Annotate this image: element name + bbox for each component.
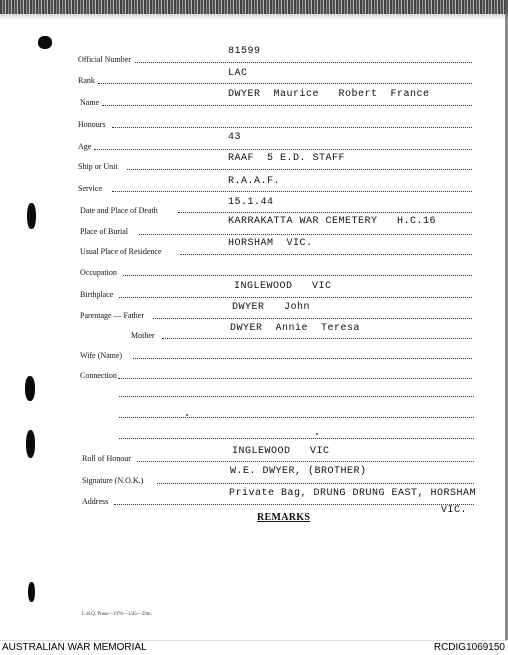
label-signature-nok: Signature (N.O.K.) [82, 476, 144, 485]
value-name: DWYER Maurice Robert France [228, 89, 430, 100]
archive-name: AUSTRALIAN WAR MEMORIAL [2, 642, 147, 653]
dotted-line [119, 438, 474, 439]
dotted-line [94, 149, 472, 150]
value-signature-nok: W.E. DWYER, (BROTHER) [230, 466, 367, 477]
value-age: 43 [228, 132, 242, 143]
value-date-place-of-death: 15.1.44 [228, 197, 274, 208]
dotted-line [98, 83, 472, 84]
scan-speck [186, 414, 188, 416]
punch-hole [27, 203, 36, 229]
punch-hole [38, 36, 52, 49]
value-address-line-2: VIC. [441, 505, 468, 516]
value-service: R.A.A.F. [228, 176, 281, 187]
label-occupation: Occupation [80, 268, 117, 277]
label-usual-residence: Usual Place of Residence [80, 247, 162, 256]
label-mother: Mother [131, 331, 155, 340]
record-id: RCDIG1069150 [433, 642, 505, 653]
value-address: Private Bag, DRUNG DRUNG EAST, HORSHAM [229, 488, 477, 499]
label-rank: Rank [78, 76, 95, 85]
dotted-line [180, 254, 472, 255]
dotted-line [178, 212, 472, 213]
dotted-line [133, 358, 472, 359]
dotted-line [119, 297, 472, 298]
scan-speck [316, 433, 318, 435]
dotted-line [112, 127, 472, 128]
label-roll-of-honour: Roll of Honour [82, 454, 131, 463]
dotted-line [153, 318, 472, 319]
dotted-line [119, 417, 474, 418]
dotted-line [123, 275, 472, 276]
dotted-line [112, 191, 472, 192]
label-official-number: Official Number [78, 55, 131, 64]
label-wife: Wife (Name) [80, 351, 123, 360]
label-honours: Honours [78, 120, 106, 129]
dotted-line [119, 396, 474, 397]
label-place-of-burial: Place of Burial [80, 227, 128, 236]
value-roll-of-honour: INGLEWOOD VIC [232, 446, 330, 457]
value-place-of-burial: KARRAKATTA WAR CEMETERY H.C.16 [228, 216, 437, 227]
scan-top-edge [0, 0, 508, 14]
form-code: L.H.Q. Prass—1976—1/45—20m. [82, 612, 152, 617]
value-mother: DWYER Annie Teresa [230, 323, 361, 334]
dotted-line [114, 504, 474, 505]
label-birthplace: Birthplace [80, 290, 114, 299]
label-address: Address [82, 497, 109, 506]
punch-hole [25, 376, 35, 401]
punch-hole [26, 430, 35, 458]
dotted-line [139, 234, 472, 235]
label-connection: Connection [80, 371, 117, 380]
value-father: DWYER John [232, 302, 311, 313]
dotted-line [162, 338, 472, 339]
label-date-place-of-death: Date and Place of Death [80, 206, 158, 215]
label-name: Name [80, 98, 100, 107]
value-ship-or-unit: RAAF 5 E.D. STAFF [228, 153, 346, 164]
label-age: Age [78, 142, 92, 151]
label-ship-or-unit: Ship or Unit [78, 162, 118, 171]
value-usual-residence: HORSHAM VIC. [228, 238, 313, 249]
dotted-line [137, 461, 474, 462]
label-service: Service [78, 184, 102, 193]
dotted-line [118, 378, 472, 379]
remarks-heading: REMARKS [257, 512, 311, 523]
scan-top-shadow [0, 14, 508, 20]
label-father: Parentage — Father [80, 311, 144, 320]
value-birthplace: INGLEWOOD VIC [234, 281, 332, 292]
dotted-line [157, 483, 474, 484]
punch-hole [28, 582, 35, 602]
archive-footer [0, 640, 508, 655]
value-official-number: 81599 [228, 46, 261, 57]
dotted-line [127, 169, 472, 170]
dotted-line [102, 105, 472, 106]
value-rank: LAC [228, 68, 248, 79]
dotted-line [135, 62, 472, 63]
